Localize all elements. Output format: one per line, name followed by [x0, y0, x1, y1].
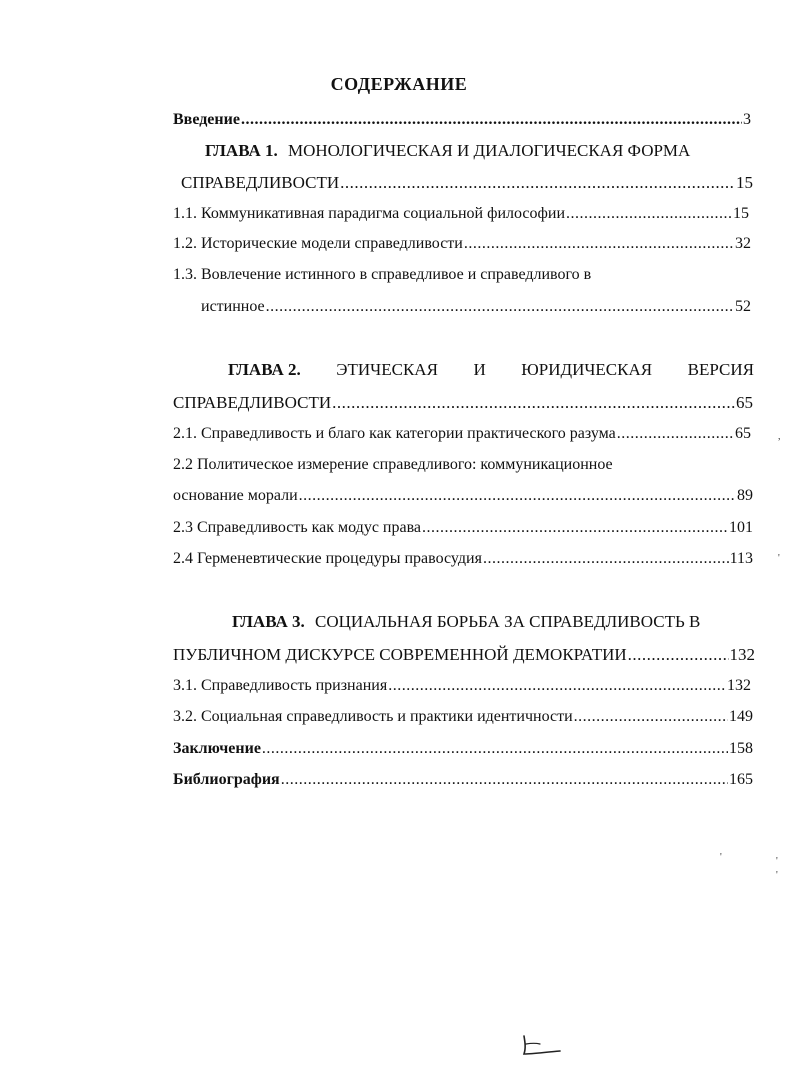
toc-entry-3-2[interactable] — [173, 706, 753, 728]
toc-entry-1-2[interactable] — [173, 233, 751, 255]
toc-page-number: 65 — [735, 425, 751, 442]
toc-page-number: 89 — [737, 487, 753, 504]
leader-dots — [483, 548, 729, 570]
leader-dots — [388, 675, 726, 697]
toc-page-number: 158 — [729, 740, 753, 757]
toc-entry-1-3[interactable] — [173, 264, 751, 286]
leader-dots — [628, 644, 729, 666]
chapter3-title-cont[interactable] — [173, 644, 755, 666]
leader-dots — [340, 172, 735, 194]
toc-page-number: 165 — [729, 771, 753, 788]
toc-page-number: 15 — [733, 205, 749, 222]
toc-entry-3-1[interactable] — [173, 675, 751, 697]
scan-speck: ' — [776, 856, 778, 867]
chapter2-word: ЭТИЧЕСКАЯ — [336, 360, 438, 379]
toc-entry-label: Заключение — [173, 740, 261, 757]
toc-page-number: 113 — [729, 550, 753, 567]
chapter1-prefix: ГЛАВА 1. — [205, 141, 278, 160]
handwritten-signature-mark — [516, 1032, 576, 1062]
toc-entry-label: СПРАВЕДЛИВОСТИ — [181, 173, 340, 192]
toc-entry-label: 2.4 Герменевтические процедуры правосудия — [173, 550, 482, 567]
toc-page-number: 3 — [743, 111, 751, 128]
leader-dots — [332, 392, 735, 414]
page-title: СОДЕРЖАНИЕ — [330, 74, 468, 94]
chapter1-heading[interactable] — [205, 140, 690, 162]
scan-speck: ' — [776, 870, 778, 881]
chapter2-title-cont[interactable] — [173, 392, 753, 414]
leader-dots — [464, 233, 734, 255]
toc-entry-label: 1.1. Коммуникативная парадигма социальной философии — [173, 205, 566, 222]
leader-dots — [262, 738, 728, 760]
chapter2-prefix: ГЛАВА 2. — [228, 360, 301, 379]
leader-dots — [266, 296, 734, 318]
chapter3-prefix: ГЛАВА 3. — [232, 612, 305, 631]
toc-entry-label: истинное — [201, 298, 265, 315]
toc-entry-label: Введение — [173, 111, 240, 128]
toc-entry-label: 2.2 Политическое измерение справедливого: коммуникационное — [173, 456, 613, 473]
toc-page-number: 52 — [735, 298, 751, 315]
toc-entry-label: 1.3. Вовлечение истинного в справедливое и справедливого в — [173, 266, 592, 283]
toc-entry-label: 3.1. Справедливость признания — [173, 677, 388, 694]
toc-entry-label: основание морали — [173, 487, 298, 504]
toc-entry-label: 2.1. Справедливость и благо как категории практического разума — [173, 425, 616, 442]
leader-dots — [574, 706, 728, 728]
toc-entry-1-1[interactable] — [173, 203, 749, 225]
toc-entry-label: 2.3 Справедливость как модус права — [173, 519, 422, 536]
chapter3-title: СОЦИАЛЬНАЯ БОРЬБА ЗА СПРАВЕДЛИВОСТЬ В — [315, 612, 701, 631]
chapter2-word: ЮРИДИЧЕСКАЯ — [521, 360, 653, 379]
toc-page-number: 15 — [736, 173, 753, 192]
chapter2-heading[interactable] — [228, 359, 754, 381]
scan-speck: ' — [720, 852, 722, 863]
leader-dots — [422, 517, 728, 539]
leader-dots — [241, 109, 742, 131]
toc-entry-label: Библиография — [173, 771, 280, 788]
toc-entry-label: 3.2. Социальная справедливость и практики идентичности — [173, 708, 573, 725]
leader-dots — [299, 485, 736, 507]
toc-page-number: 32 — [735, 235, 751, 252]
chapter1-title: МОНОЛОГИЧЕСКАЯ И ДИАЛОГИЧЕСКАЯ ФОРМА — [288, 141, 691, 160]
chapter3-heading[interactable] — [232, 611, 700, 633]
leader-dots — [566, 203, 732, 225]
toc-entry-intro[interactable] — [173, 109, 751, 131]
toc-entry-2-3[interactable] — [173, 517, 753, 539]
toc-entry-2-2[interactable] — [173, 454, 751, 476]
toc-page-number: 65 — [736, 393, 753, 412]
toc-entry-conclusion[interactable] — [173, 738, 753, 760]
leader-dots — [617, 423, 734, 445]
toc-entry-bibliography[interactable] — [173, 769, 753, 791]
toc-entry-1-3-cont[interactable] — [201, 296, 751, 318]
toc-entry-2-4[interactable] — [173, 548, 753, 570]
chapter2-word: И — [473, 360, 486, 379]
toc-entry-label: ПУБЛИЧНОМ ДИСКУРСЕ СОВРЕМЕННОЙ ДЕМОКРАТИИ — [173, 645, 627, 664]
leader-dots — [281, 769, 728, 791]
toc-entry-label: СПРАВЕДЛИВОСТИ — [173, 393, 332, 412]
toc-page-number: 132 — [729, 645, 755, 664]
toc-entry-2-2-cont[interactable] — [173, 485, 753, 507]
chapter2-word: ВЕРСИЯ — [687, 360, 754, 379]
scan-speck: , — [778, 431, 781, 442]
scan-speck: ' — [778, 553, 780, 564]
toc-entry-2-1[interactable] — [173, 423, 751, 445]
chapter1-title-cont[interactable] — [181, 172, 753, 194]
toc-entry-label: 1.2. Исторические модели справедливости — [173, 235, 463, 252]
toc-page-number: 132 — [727, 677, 751, 694]
toc-page-number: 101 — [729, 519, 753, 536]
toc-page-number: 149 — [729, 708, 753, 725]
